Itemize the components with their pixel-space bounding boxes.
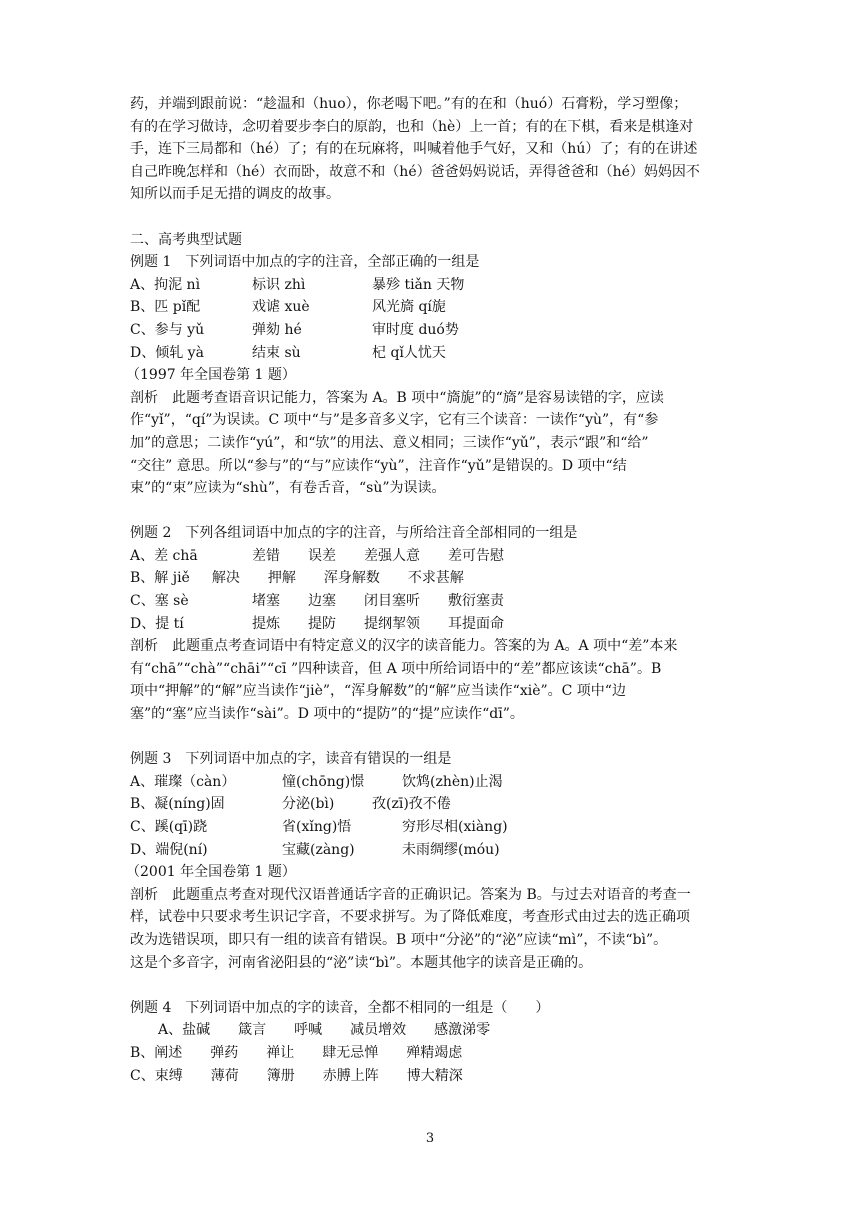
option-row xyxy=(130,613,740,636)
option-head: B、凝(níng)固 xyxy=(130,796,225,813)
option-head: C、塞 sè xyxy=(130,593,189,610)
analysis-line: 样，试卷中只要求考生识记字音，不要求拼写。为了降低难度，考查形式由过去的选正确项 xyxy=(130,909,690,926)
option-word: 分泌(bì) xyxy=(282,796,335,813)
option-word: 弹药 xyxy=(210,1044,239,1061)
option-row xyxy=(130,793,740,816)
option-word: 禅让 xyxy=(266,1044,295,1061)
example-2 xyxy=(130,522,740,725)
analysis-line: 这是个多音字，河南省泌阳县的“泌”读“bì”。本题其他字的读音是正确的。 xyxy=(130,954,593,971)
intro-paragraph xyxy=(130,93,740,206)
option-word: 省(xǐng)悟 xyxy=(282,819,352,835)
option-word: 宝藏(zàng) xyxy=(282,841,355,858)
option-head: A、璀璨（càn） xyxy=(130,773,236,790)
option-head: C、蹊(qī)跷 xyxy=(130,819,208,835)
text-line: 自己昨晚怎样和（hé）衣而卧，故意不和（hé）爸爸妈妈说话，弄得爸爸和（hé）妈妈因不 xyxy=(130,163,700,180)
question: 例题 3 下列词语中加点的字，读音有错误的一组是 xyxy=(130,751,452,768)
option-row xyxy=(130,342,740,365)
analysis-line: 剖析 此题重点考查词语中有特定意义的汉字的读音能力。答案的为 A。A 项中“差”本来 xyxy=(130,638,678,655)
text-line: 知所以而手足无措的调皮的故事。 xyxy=(130,186,340,203)
option-word: 浑身解数 xyxy=(323,570,380,587)
option-word: 穷形尽相(xiàng) xyxy=(402,819,508,835)
option-word: 标识 zhì xyxy=(252,276,306,293)
analysis-line: 剖析 此题考查语音识记能力，答案为 A。B 项中“旖旎”的“旖”是容易读错的字，应读 xyxy=(130,389,664,406)
option-word: 敷衍塞责 xyxy=(448,593,504,610)
option-word: 杞 qǐ人忧天 xyxy=(372,344,446,361)
option-head: A、差 chā xyxy=(130,547,198,564)
option-word: 感激涕零 xyxy=(434,1022,491,1039)
option-word: 呼喊 xyxy=(294,1022,323,1039)
analysis-line: 剖析 此题重点考查对现代汉语普通话字音的正确识记。答案为 B。与过去对语音的考查一 xyxy=(130,886,691,903)
analysis-line: 作“yǐ”，“qí”为误读。C 项中“与”是多音多义字，它有三个读音：一读作“yù”，有“参 xyxy=(130,412,659,429)
spacer xyxy=(130,500,740,523)
text-line: 有的在学习做诗，念叨着要步李白的原韵，也和（hè）上一首；有的在下棋，看来是棋逢对 xyxy=(130,118,694,135)
option-head: A、盐碱 xyxy=(158,1022,211,1039)
option-row xyxy=(130,590,740,613)
option-word: 差强人意 xyxy=(364,547,420,564)
spacer xyxy=(130,206,740,229)
option-word: 赤膊上阵 xyxy=(322,1067,379,1084)
option-word: 簿册 xyxy=(266,1067,295,1084)
option-row xyxy=(130,319,740,342)
option-word: 审时度 duó势 xyxy=(372,321,459,338)
analysis-line: 加”的意思；二读作“yú”，和“欤”的用法、意义相同；三读作“yǔ”，表示“跟”和“给” xyxy=(130,434,649,451)
text-line: 药，并端到跟前说：“趁温和（huo），你老喝下吧。”有的在和（huó）石膏粉，学习塑像； xyxy=(130,96,688,112)
example-3 xyxy=(126,748,740,974)
option-word: 押解 xyxy=(267,570,296,587)
option-word: 差错 xyxy=(252,547,280,564)
option-head: A、拘泥 nì xyxy=(130,276,201,293)
spacer xyxy=(130,726,740,749)
option-row xyxy=(130,771,740,794)
option-row xyxy=(130,839,740,862)
spacer xyxy=(130,974,740,997)
option-word: 提炼 xyxy=(252,615,280,632)
option-row xyxy=(130,1019,740,1042)
option-row xyxy=(130,1042,740,1065)
option-row xyxy=(130,567,740,590)
option-word: 误差 xyxy=(308,547,336,564)
source-note: （1997 年全国卷第 1 题） xyxy=(126,367,296,384)
option-word: 殚精竭虑 xyxy=(406,1044,463,1061)
option-word: 暴殄 tiǎn 天物 xyxy=(372,276,465,293)
option-head: B、匹 pǐ配 xyxy=(130,299,201,316)
option-word: 箴言 xyxy=(238,1022,267,1039)
option-head: D、提 tí xyxy=(130,615,184,632)
analysis-line: 有“chā”“chà”“chāi”“cī ”四种读音，但 A 项中所给词语中的“差”都应该读“chā”。B xyxy=(130,660,662,677)
option-row xyxy=(130,296,740,319)
option-word: 提纲挈领 xyxy=(364,615,420,632)
option-word: 风光旖 qí旎 xyxy=(372,299,446,316)
option-row xyxy=(130,1065,740,1088)
analysis-line: 改为选错误项，即只有一组的读音有错误。B 项中“分泌”的“泌”应读“mì”，不读“bì”。 xyxy=(130,931,668,948)
option-word: 闭目塞听 xyxy=(364,593,420,610)
section-title: 二、高考典型试题 xyxy=(130,231,242,248)
option-word: 不求甚解 xyxy=(407,570,464,587)
option-word: 减员增效 xyxy=(350,1022,407,1039)
option-head: B、解 jiě xyxy=(130,570,190,587)
option-head: C、参与 yǔ xyxy=(130,321,205,338)
page-number: 3 xyxy=(425,1131,435,1146)
option-head: B、阐述 xyxy=(130,1044,183,1061)
option-word: 差可告慰 xyxy=(448,547,504,564)
question: 例题 4 下列词语中加点的字的读音，全都不相同的一组是（ ） xyxy=(130,999,550,1016)
example-1 xyxy=(126,251,740,500)
analysis-line: 束”的“束”应读为“shù”，有卷舌音，“sù”为误读。 xyxy=(130,480,446,497)
option-word: 饮鸩(zhèn)止渴 xyxy=(402,773,503,790)
option-word: 耳提面命 xyxy=(448,615,504,632)
option-head: D、端倪(ní) xyxy=(130,841,208,858)
question: 例题 2 下列各组词语中加点的字的注音，与所给注音全部相同的一组是 xyxy=(130,525,578,542)
option-word: 弹劾 hé xyxy=(252,321,302,338)
option-word: 边塞 xyxy=(308,593,336,610)
option-row xyxy=(130,274,740,297)
option-word: 博大精深 xyxy=(406,1067,463,1084)
example-4 xyxy=(130,997,740,1087)
option-row xyxy=(130,545,740,568)
source-note: （2001 年全国卷第 1 题） xyxy=(126,864,296,881)
analysis-line: 塞”的“塞”应当读作“sài”。D 项中的“提防”的“提”应读作“dī”。 xyxy=(130,706,524,723)
option-word: 肆无忌惮 xyxy=(322,1044,379,1061)
option-word: 戏谑 xuè xyxy=(252,299,310,316)
option-word: 憧(chōng)憬 xyxy=(282,773,365,790)
option-word: 提防 xyxy=(308,615,336,632)
option-word: 孜(zī)孜不倦 xyxy=(372,796,451,813)
option-word: 解决 xyxy=(211,570,240,587)
option-word: 未雨绸缪(móu) xyxy=(402,841,500,858)
question: 例题 1 下列词语中加点的字的注音，全部正确的一组是 xyxy=(130,254,480,271)
analysis-line: “交往” 意思。所以“参与”的“与”应读作“yù”，注音作“yǔ”是错误的。D 项中“结 xyxy=(130,457,627,474)
option-head: D、倾轧 yà xyxy=(130,344,204,361)
option-row xyxy=(130,816,740,839)
page-content xyxy=(126,93,740,1087)
option-head: C、束缚 xyxy=(130,1067,183,1084)
text-line: 手，连下三局都和（hé）了；有的在玩麻将，叫喊着他手气好，又和（hú）了；有的在讲述 xyxy=(130,141,698,158)
option-word: 堵塞 xyxy=(252,593,280,610)
option-word: 结束 sù xyxy=(252,344,301,361)
option-word: 薄荷 xyxy=(210,1067,239,1084)
analysis-line: 项中“押解”的“解”应当读作“jiè”，“浑身解数”的“解”应当读作“xiè”。C 项中“边 xyxy=(130,683,626,700)
